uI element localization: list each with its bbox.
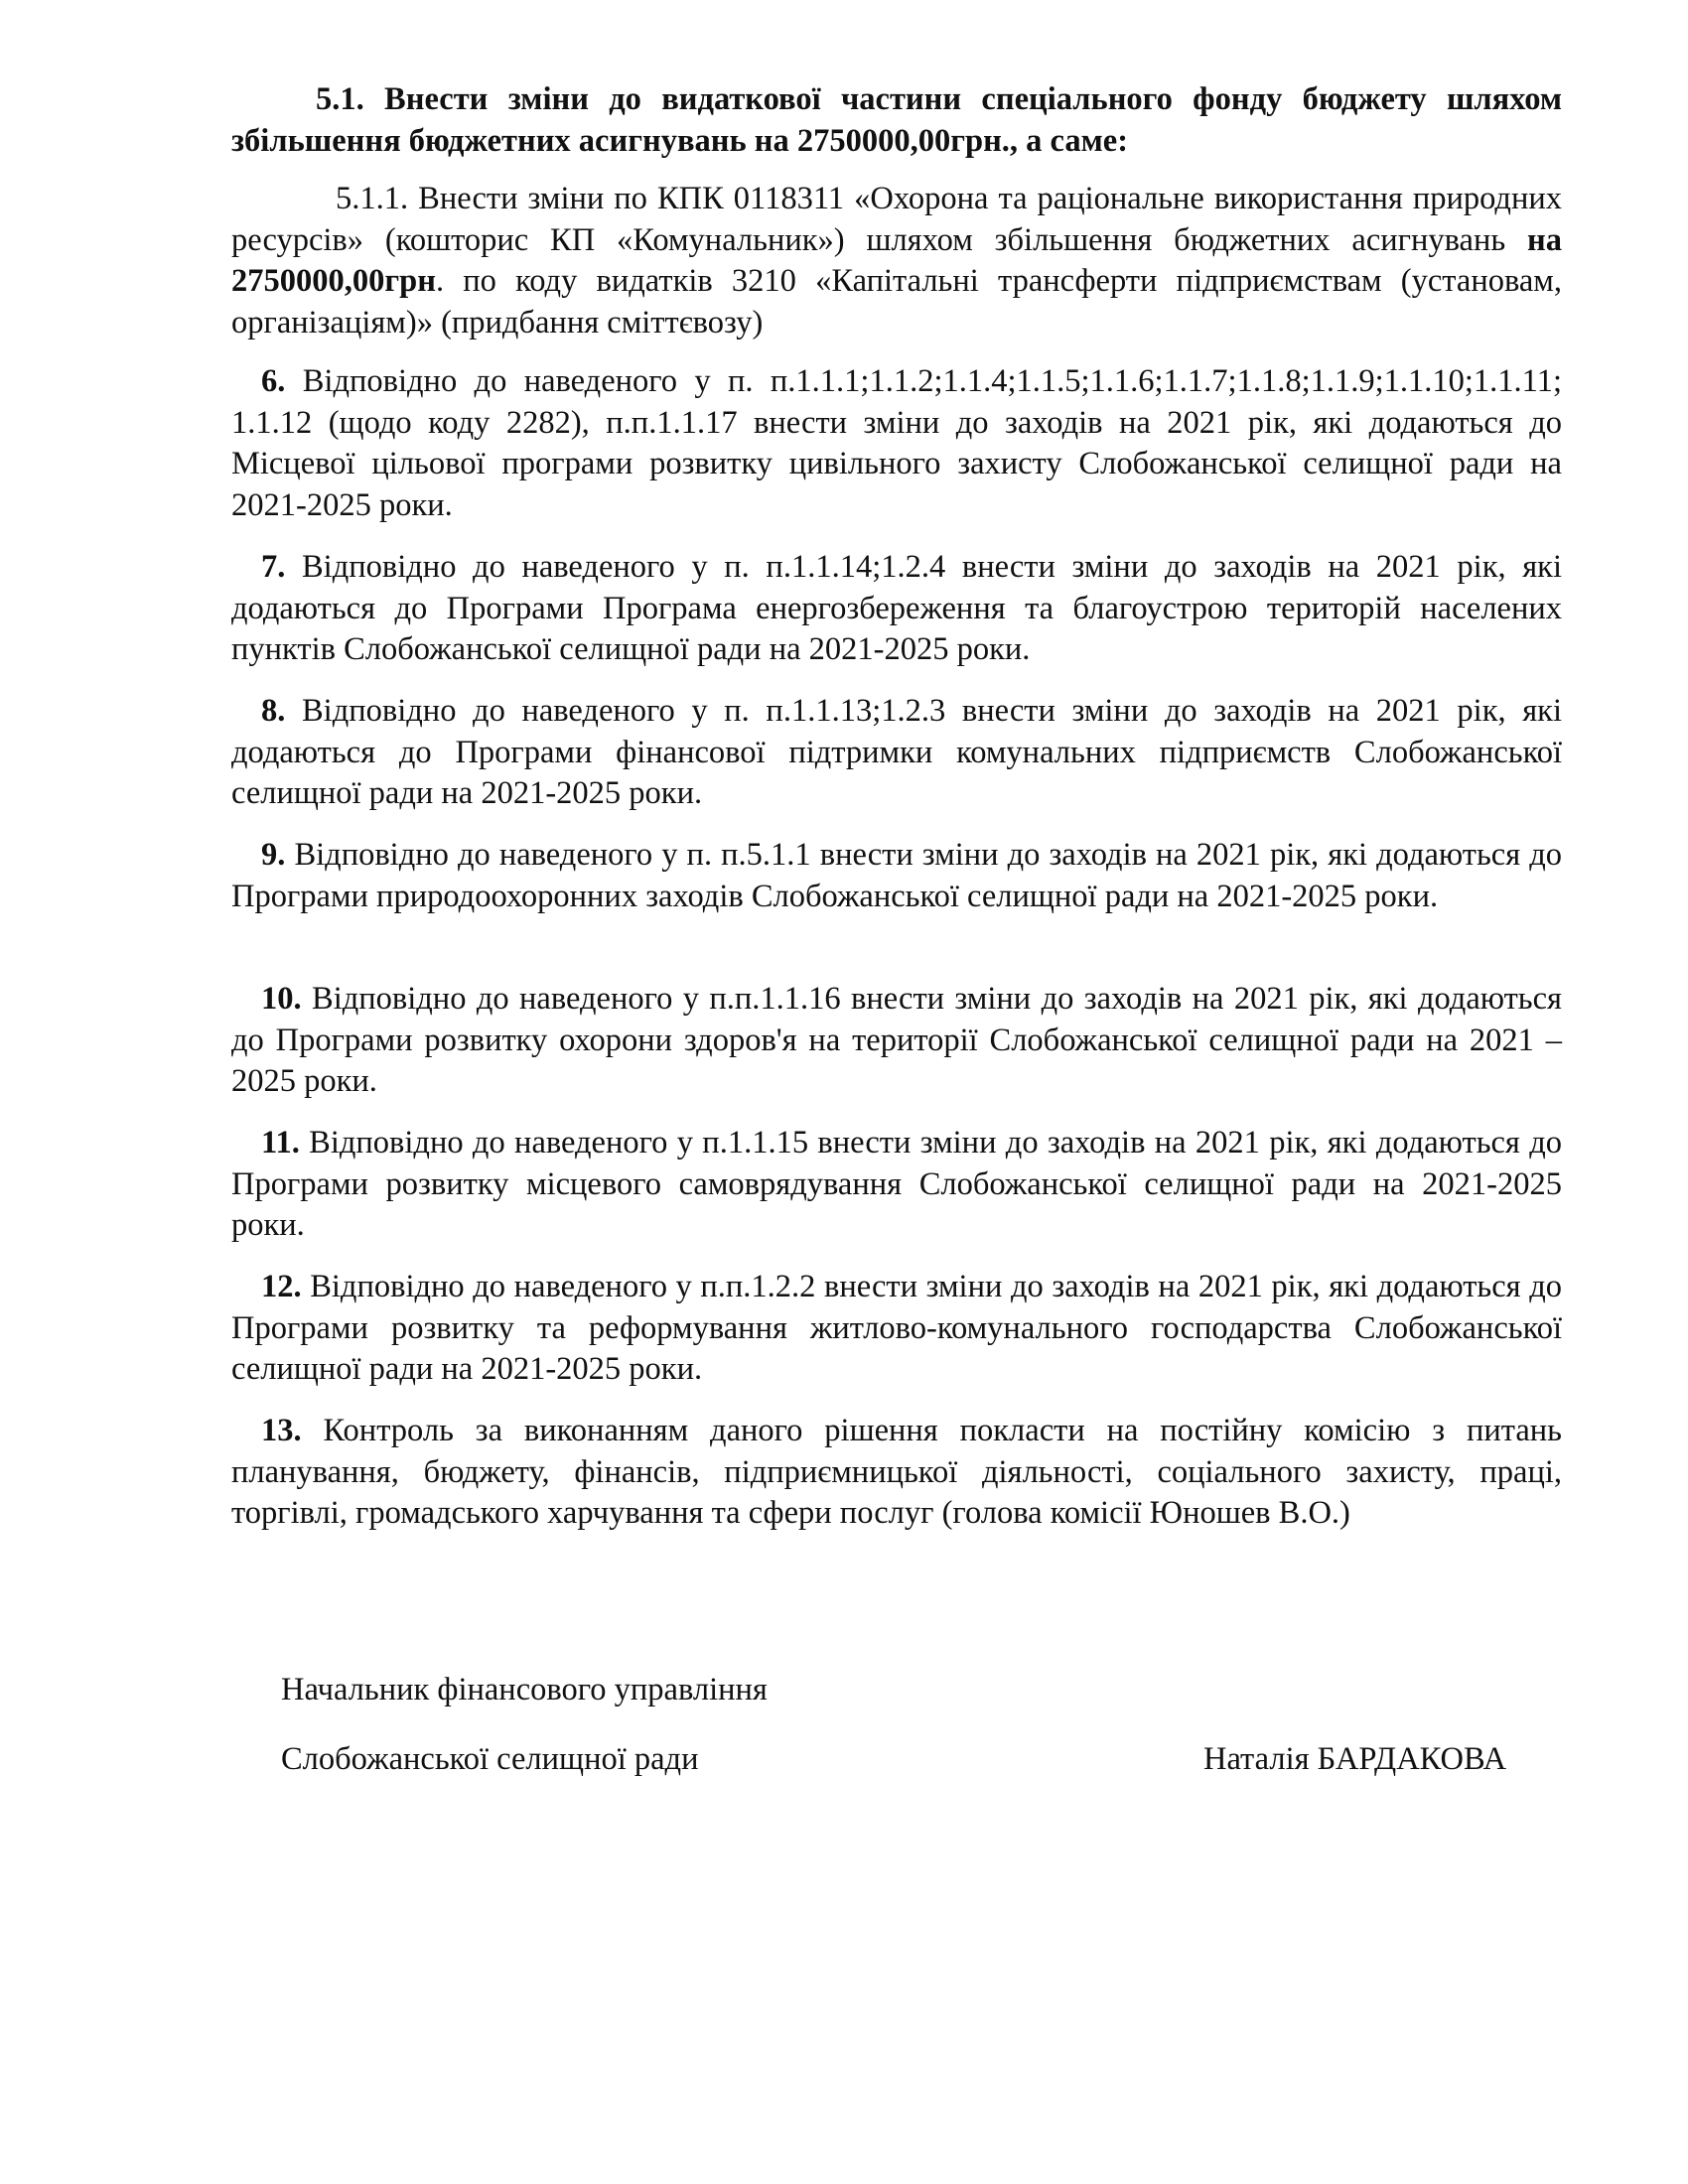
section-5-1-1-amount: на 2750000,00грн — [231, 221, 1562, 299]
item-11-paragraph — [231, 1123, 1562, 1247]
item-8-text: Відповідно до наведеного у п. п.1.1.13;1.2.3 внести зміни до заходів на 2021 рік, які додаються до Програми фінансової підтримки комунальних підприємств Слобожанської селищної ради на 2021-2025 роки. — [231, 693, 1563, 811]
item-10-number: 10. — [261, 981, 302, 1017]
item-12-number: 12. — [261, 1269, 302, 1304]
signature-name: Наталія БАРДАКОВА — [1203, 1741, 1507, 1777]
item-12-paragraph — [231, 1267, 1562, 1391]
item-13-text: Контроль за виконанням даного рішення покласти на постійну комісію з питань планування, бюджету, фінансів, підприємницької діяльності, соціального захисту, праці, торгівлі, громадського харчування та сфери послуг (голова комісії Юношев В.О.) — [231, 1413, 1563, 1531]
item-9-number: 9. — [261, 837, 286, 873]
item-11-text: Відповідно до наведеного у п.1.1.15 внести зміни до заходів на 2021 рік, які додаються до Програми розвитку місцевого самоврядування Слобожанської селищної ради на 2021-2025 роки. — [231, 1125, 1562, 1243]
section-5-1-heading: 5.1. Внести зміни до видаткової частини спеціального фонду бюджету шляхом збільшення бюджетних асигнувань на 2750000,00грн., а саме: — [231, 81, 1562, 159]
item-12-text: Відповідно до наведеного у п.п.1.2.2 внести зміни до заходів на 2021 рік, які додаються до Програми розвитку та реформування житлово-комунального господарства Слобожанської селищної ради на 2021-2025 роки. — [231, 1269, 1563, 1387]
item-7-number: 7. — [261, 549, 286, 585]
section-5-1-1-text-before: 5.1.1. Внести зміни по КПК 0118311 «Охорона та раціональне використання природних ресурсів» (кошторис КП «Комунальник») шляхом збільшення бюджетних асигнувань — [231, 181, 1562, 258]
section-5-1-1-text-after: . по коду видатків 3210 «Капітальні трансферти підприємствам (установам, організаціям)» (придбання сміттєвозу) — [231, 263, 1562, 341]
item-6-text: Відповідно до наведеного у п. п.1.1.1;1.1.2;1.1.4;1.1.5;1.1.6;1.1.7;1.1.8;1.1.9;1.1.10;1.1.11; 1.1.12 (щодо коду 2282), п.п.1.1.17 внести зміни до заходів на 2021 рік, які додаються до Місцевої цільової програми розвитку цивільного захисту Слобожанської селищної ради на 2021-2025 роки. — [231, 363, 1563, 523]
item-11-number: 11. — [261, 1125, 300, 1160]
item-9-paragraph — [231, 835, 1562, 917]
signature-position-line1: Начальник фінансового управління — [281, 1672, 768, 1707]
item-9-text: Відповідно до наведеного у п. п.5.1.1 внести зміни до заходів на 2021 рік, які додаються до Програми природоохоронних заходів Слобожанської селищної ради на 2021-2025 роки. — [231, 837, 1563, 914]
item-7-text: Відповідно до наведеного у п. п.1.1.14;1.2.4 внести зміни до заходів на 2021 рік, які додаються до Програми Програма енергозбереження та благоустрою територій населених пунктів Слобожанської селищної ради на 2021-2025 роки. — [231, 549, 1563, 667]
item-8-paragraph — [231, 691, 1562, 815]
item-7-paragraph — [231, 547, 1562, 671]
section-5-1-1-paragraph — [231, 179, 1562, 343]
item-10-text: Відповідно до наведеного у п.п.1.1.16 внести зміни до заходів на 2021 рік, які додаються до Програми розвитку охорони здоров'я на території Слобожанської селищної ради на 2021 – 2025 роки. — [231, 981, 1563, 1099]
signature-position-line2: Слобожанської селищної ради — [281, 1741, 699, 1777]
item-13-paragraph — [231, 1411, 1562, 1535]
item-6-number: 6. — [261, 363, 286, 399]
item-13-number: 13. — [261, 1413, 302, 1448]
item-6-paragraph — [231, 361, 1562, 526]
item-8-number: 8. — [261, 693, 286, 729]
item-10-paragraph — [231, 979, 1562, 1103]
